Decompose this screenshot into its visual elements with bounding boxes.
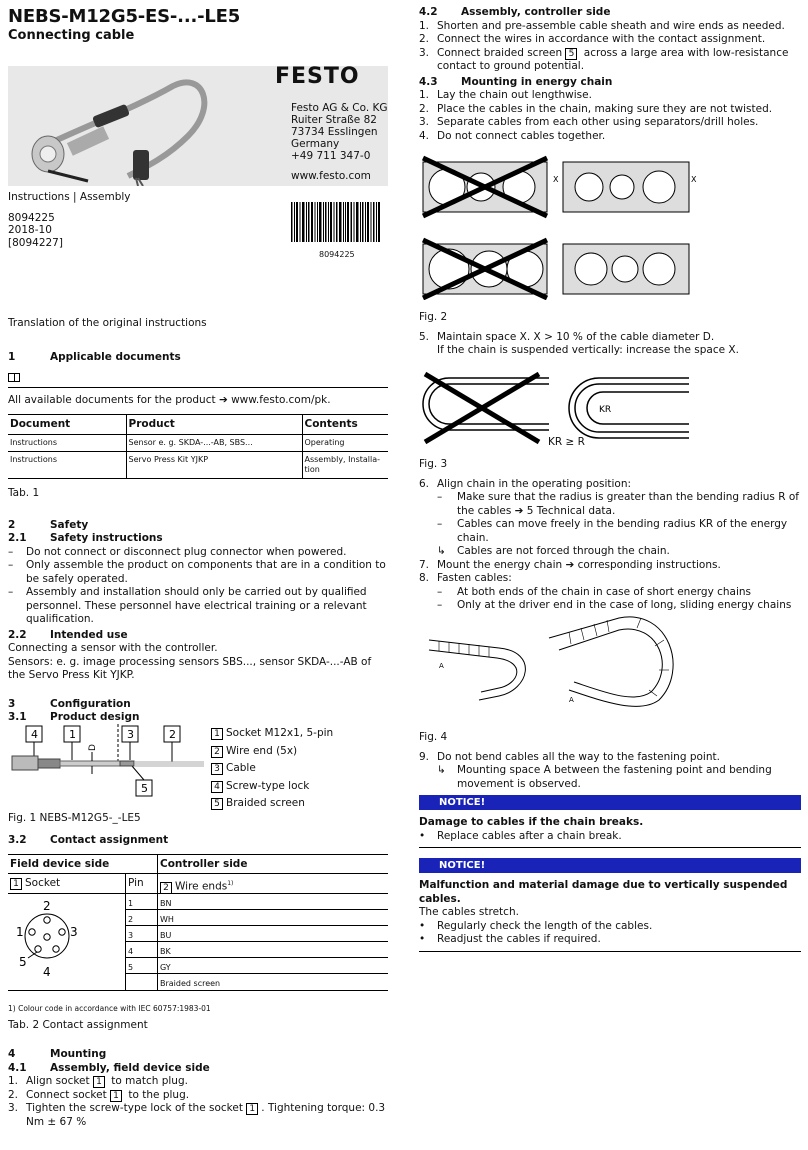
color-cell: BU [160,931,172,940]
pin-cell [126,974,158,990]
pin-label: 2 [43,899,51,913]
list-num: 3. [419,116,430,128]
legend-label: Screw-type lock [226,779,310,792]
notice-banner: NOTICE! [419,795,801,810]
list-item: – Assembly and installation should only be carried out by qualified personnel. These personnel have electrical training or a relevant qualification. [8,586,388,627]
document-subtitle: Connecting cable [8,28,135,43]
sub-item [419,586,801,600]
list-text: Connect braided screen [437,46,566,59]
pin-cell: 4 [126,942,158,957]
section-number: 4.2 [419,6,438,18]
doc-number: 8094225 [8,211,55,224]
sub-bullet: – [437,599,443,611]
section-number: 3.2 [8,833,27,846]
ct-socket-label: Socket [25,877,61,889]
list-item [8,1102,388,1129]
list-text: Do not bend cables all the way to the fastening point. [437,750,720,763]
table-row [126,974,388,990]
section-title: Mounting in energy chain [461,75,613,88]
section-2-heading [8,519,388,533]
fig-label-1: 1 [69,728,76,741]
list-text: to match plug. [107,1075,188,1087]
company-website[interactable]: www.festo.com [291,170,371,182]
list-num: 1. [419,19,430,32]
list-num: 5. [419,330,430,343]
section-title: Intended use [50,628,128,641]
table-row [8,435,388,452]
list-num: 2. [8,1088,19,1101]
section-title: Safety [50,518,89,531]
ct-header: Controller side [160,858,248,870]
fig-2-cable-separation [419,152,699,300]
section-number: 2 [8,518,16,531]
list-num: 2. [419,102,430,115]
mounting-space-label: A [569,696,574,704]
sub-item [419,491,801,518]
address-line: Festo AG & Co. KG [291,102,388,114]
legend-num: 2 [211,746,223,758]
section-4-heading [8,1048,388,1062]
section-3-2-block [8,812,388,847]
sub-item [419,545,801,559]
barcode [291,202,380,250]
list-text: Maintain space X. X > 10 % of the cable diameter D. [437,330,715,343]
list-item [419,130,801,144]
sub-text: Mounting space A between the fastening point and bending movement is observed. [457,764,772,790]
notice-text: The cables stretch. [419,906,519,918]
fig-4-caption: Fig. 4 [419,731,448,743]
notice-title: Malfunction and material damage due to vertically suspended cables. [419,879,788,905]
fig-1-caption: Fig. 1 NEBS-M12G5-_-LE5 [8,812,141,824]
list-num: 2. [419,33,430,45]
ct-header-row [8,855,388,874]
table-row [126,894,388,910]
pin-label: 1 [16,925,24,939]
section-title: Contact assignment [50,833,169,846]
pin-label: 4 [43,965,51,979]
intended-use-text: Connecting a sensor with the controller. [8,642,218,654]
fig-label-2: 2 [169,728,176,741]
address-line: 73734 Esslingen [291,126,378,138]
section-2-2-heading [8,629,388,643]
notice-title: Damage to cables if the chain breaks. [419,816,644,828]
list-text: Assembly and installation should only be carried out by qualified personnel. These personnel have electrical training or a relevant qualification. [26,586,367,625]
sub-text: Cables are not forced through the chain. [457,545,670,557]
footnote: 1) Colour code in accordance with IEC 60757:1983-01 [8,1004,211,1013]
table-cell: Assembly, Installa-tion [302,452,388,479]
kr-condition: KR ≥ R [548,436,585,448]
book-icon-row [8,372,388,388]
contact-assignment-table [8,854,388,991]
company-address [291,102,388,162]
table-row [126,910,388,926]
list-text: . Tightening torque: 0.3 Nm ± 67 % [26,1102,386,1128]
doc-date: 2018-10 [8,224,52,236]
sub-item [419,518,801,545]
sub-text: At both ends of the chain in case of short energy chains [457,585,752,598]
list-item [419,103,801,117]
mounting-space-label: A [439,662,444,670]
legend-label: Cable [226,762,256,774]
section-number: 4.3 [419,75,438,88]
ct-header: Field device side [8,855,158,873]
list-item [419,559,801,573]
doc-type: Instructions | Assembly [8,191,131,203]
table-row [8,452,388,479]
list-text: Readjust the cables if required. [437,933,601,945]
list-num: 1. [8,1075,19,1087]
fig-label-4: 4 [31,728,38,741]
product-design-figure [8,722,208,802]
color-cell: WH [160,915,174,924]
list-item [419,572,801,586]
list-item [419,331,801,358]
list-item [419,33,801,47]
section-number: 3.1 [8,711,27,723]
section-title: Product design [50,711,140,723]
legend-num: 3 [211,763,223,775]
list-text: Replace cables after a chain break. [437,829,622,842]
address-line: Germany [291,138,340,150]
document-title: NEBS-M12G5-ES-...-LE5 [8,6,241,27]
x-label: X [553,175,559,184]
list-text: Align socket [26,1075,93,1087]
legend-item [211,743,333,761]
legend-label: Wire end (5x) [226,744,298,757]
list-num: 1. [419,89,430,101]
table-1-caption: Tab. 1 [8,487,40,499]
pin-label: 3 [70,925,78,939]
box-num: 1 [110,1090,122,1102]
box-num: 1 [93,1076,105,1088]
legend-item [211,760,333,778]
section-4-2-heading [419,6,801,20]
pin-label: 5 [19,955,27,969]
color-cell: GY [160,963,171,972]
section-3-heading [8,698,388,712]
list-item: – Do not connect or disconnect plug connector when powered. [8,545,347,558]
section-title: Assembly, controller side [461,6,611,18]
legend-label: Socket M12x1, 5-pin [226,727,334,739]
legend-num: 4 [211,781,223,793]
fig-label-5: 5 [141,782,148,795]
table-cell: Sensor e. g. SKDA-...-AB, SBS... [126,435,302,452]
legend-item [211,725,333,743]
list-text: Align chain in the operating position: [437,477,632,490]
fig-2-caption: Fig. 2 [419,311,448,323]
list-text: Shorten and pre-assemble cable sheath and wire ends as needed. [437,19,785,32]
list-text: Do not connect cables together. [437,129,606,142]
list-item [419,116,801,130]
color-cell: BN [160,899,172,908]
box-num: 1 [246,1103,258,1115]
section-title: Assembly, field device side [50,1061,210,1074]
fig-4-energy-chain-mounting [419,610,699,722]
sub-text: Cables can move freely in the bending radius KR of the energy chain. [457,518,788,544]
x-label: X [691,175,697,184]
legend-label: Braided screen [226,797,305,809]
list-item: – Only assemble the product on components that are in a condition to be safely operated. [8,559,388,586]
list-text: to the plug. [125,1088,190,1101]
legend-num: 5 [211,798,223,810]
pin-cell: 1 [126,894,158,909]
list-text: Connect the wires in accordance with the contact assignment. [437,33,766,45]
cable-illustration [8,66,278,186]
address-line: +49 711 347-0 [291,150,371,162]
result-icon: ↳ [437,764,446,776]
kr-label: KR [599,405,612,415]
list-num: 9. [419,750,430,763]
table-row [126,942,388,958]
intended-use-sensors: Sensors: e. g. image processing sensors SBS..., sensor SKDA-...-AB of the Servo Press Kit YJKP. [8,655,372,681]
color-cell: Braided screen [160,979,221,988]
table-2-caption: Tab. 2 Contact assignment [8,1018,148,1031]
table-header: Product [126,414,302,435]
fig-3-caption: Fig. 3 [419,458,448,470]
book-icon [8,373,20,382]
section-title: Configuration [50,697,131,710]
festo-logo: FESTO [275,64,360,89]
list-text: Place the cables in the chain, making sure they are not twisted. [437,102,773,115]
ct-wire-label: Wire ends [175,880,228,893]
list-num: 3. [8,1102,19,1114]
section-title: Applicable documents [50,350,181,363]
barcode-number: 8094225 [319,250,355,259]
table-header: Document [8,414,126,435]
box-num: 1 [10,878,22,890]
ct-pin-head: Pin [126,874,158,893]
pin-cell: 5 [126,958,158,973]
list-num: 6. [419,477,430,490]
ct-rows [126,894,388,990]
document-meta [8,191,131,249]
list-text: Mount the energy chain ➔ corresponding instructions. [437,558,721,571]
list-item: • Regularly check the length of the cables. [419,919,653,932]
notice-banner: NOTICE! [419,858,801,873]
list-num: 4. [419,129,430,142]
list-item [8,1075,388,1089]
list-text: Connect socket [26,1088,111,1101]
list-text: Tighten the screw-type lock of the socket [26,1102,247,1114]
section-title: Safety instructions [50,532,163,544]
list-text: across a large area with low-resistance contact to ground potential. [437,46,789,72]
sub-text: Only at the driver end in the case of long, sliding energy chains [457,599,792,611]
right-column [419,6,801,143]
sub-item [419,764,801,791]
address-line: Ruiter Straße 82 [291,114,377,126]
socket-pin-diagram [8,894,126,990]
table-row [126,958,388,974]
list-text: Do not connect or disconnect plug connector when powered. [26,545,347,558]
list-text: Regularly check the length of the cables. [437,919,653,932]
section-3-2-heading [8,834,388,848]
pin-cell: 2 [126,910,158,925]
fig-label-3: 3 [127,728,134,741]
list-item: • Readjust the cables if required. [419,933,801,952]
translation-note: Translation of the original instructions [8,317,207,329]
legend-num: 1 [211,728,223,740]
table-header: Contents [302,414,388,435]
sub-text: Make sure that the radius is greater than the bending radius R of the cables ➔ 5 Technical data. [457,491,799,517]
box-num: 2 [160,882,172,894]
list-text: Lay the chain out lengthwise. [437,89,592,101]
diameter-label: D [88,744,98,751]
section-4-1-heading [8,1062,388,1076]
section-number: 3 [8,697,16,710]
table-cell: Operating [302,435,388,452]
legend-item [211,778,333,796]
list-num: 8. [419,572,430,584]
section-number: 4 [8,1048,16,1060]
right-column-middle [419,311,801,358]
list-item [419,478,801,492]
section-number: 2.1 [8,532,27,544]
ct-wire-head [158,874,388,893]
right-column-notices [419,731,801,952]
list-item [8,1089,388,1103]
section-number: 4.1 [8,1061,27,1074]
color-cell: BK [160,947,171,956]
section-number: 2.2 [8,628,27,641]
pin-cell: 3 [126,926,158,941]
section-1-text: All available documents for the product ➔ www.festo.com/pk. [8,394,331,406]
section-1-heading [8,351,388,365]
box-num: 5 [565,48,577,60]
table-cell: Instructions [8,435,126,452]
legend-item [211,795,333,813]
product-legend [211,725,333,813]
sub-bullet: – [437,518,443,530]
table-row [126,926,388,942]
sub-bullet: – [437,491,443,503]
list-item: • Replace cables after a chain break. [419,830,801,849]
table-header-row [8,414,388,435]
ct-body [8,894,388,990]
section-title: Mounting [50,1048,107,1060]
result-icon: ↳ [437,545,446,557]
doc-bracket-number: [8094227] [8,236,63,249]
list-item [419,20,801,34]
list-text: Only assemble the product on components that are in a condition to be safely operated. [26,559,386,585]
table-cell: Instructions [8,452,126,479]
footnote-ref: 1) [227,880,234,887]
section-4-block [8,998,388,1129]
list-item [419,751,801,765]
list-text: If the chain is suspended vertically: increase the space X. [437,344,739,356]
ct-socket-head [8,874,126,893]
section-number: 1 [8,350,16,363]
section-4-3-heading [419,76,801,90]
table-cell: Servo Press Kit YJKP [126,452,302,479]
socket-diagram-svg [8,894,126,990]
section-2-1-heading [8,532,388,546]
applicable-documents-table [8,414,388,480]
list-num: 7. [419,558,430,571]
left-column-body [8,317,388,725]
ct-subheader-row [8,874,388,894]
right-column-steps [419,458,801,613]
sub-bullet: – [437,585,443,598]
list-text: Fasten cables: [437,572,512,584]
list-item: 3. Connect braided screen 5 across a large area with low-resistance contact to ground potential. [419,46,789,72]
list-item [419,89,801,103]
list-text: Separate cables from each other using separators/drill holes. [437,116,759,128]
